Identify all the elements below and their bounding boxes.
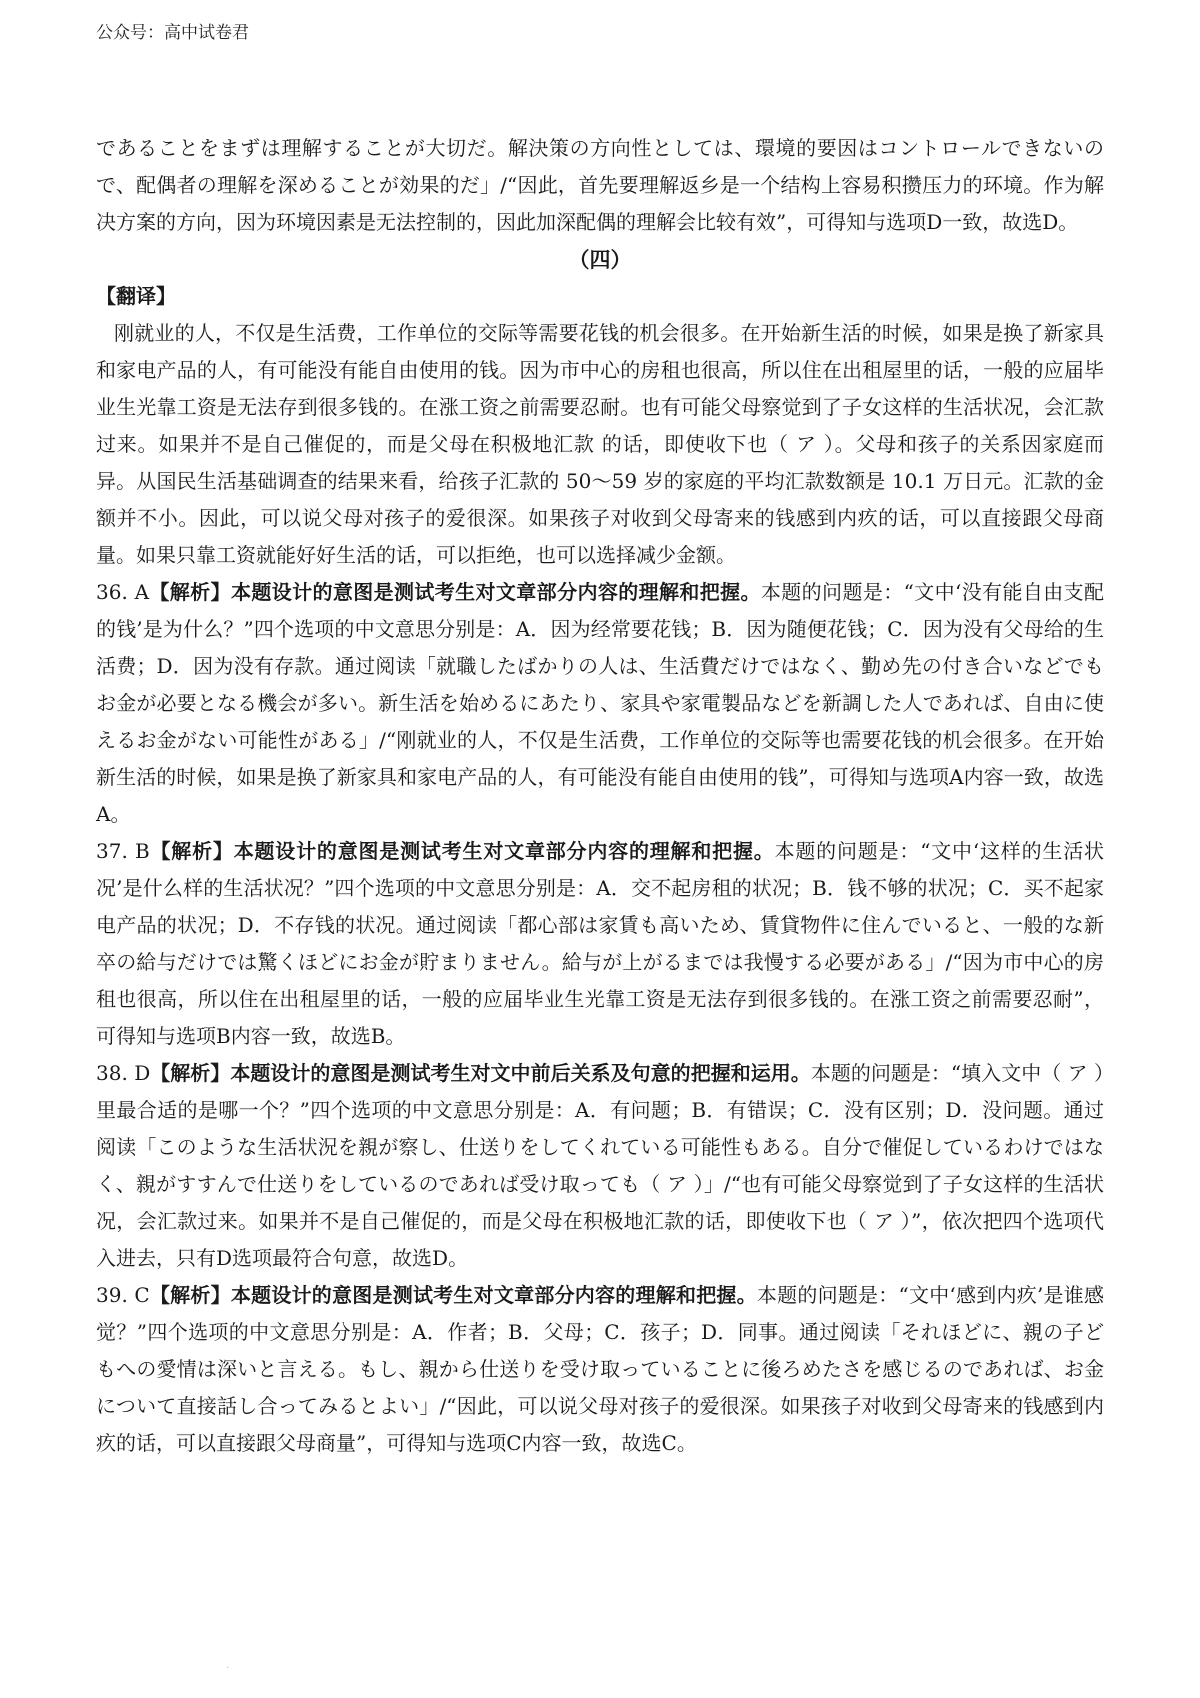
answer-37 — [96, 833, 1104, 1055]
translation-heading: 【翻译】 — [96, 284, 176, 308]
analysis-tag: 【解析】 — [150, 1061, 231, 1085]
answer-intent: 本题设计的意图是测试考生对文章部分内容的理解和把握。 — [233, 839, 775, 863]
answer-39 — [96, 1277, 1104, 1462]
answer-36 — [96, 574, 1104, 833]
answer-choice: D — [134, 1061, 151, 1085]
answer-intent: 本题设计的意图是测试考生对文章部分内容的理解和把握。 — [230, 580, 761, 604]
answer-number: 36. — [96, 580, 128, 604]
answer-choice: A — [134, 580, 150, 604]
translation-paragraph: 刚就业的人，不仅是生活费，工作单位的交际等需要花钱的机会很多。在开始新生活的时候，如果是换了新家具和家电产品的人，有可能没有能自由使用的钱。因为市中心的房租也很高，所以住在出租屋里的话，一般的应届毕业生光靠工资是无法存到很多钱的。在涨工资之前需要忍耐。也有可能父母察觉到了子女这样的生活状况，会汇款过来。如果并不是自己催促的，而是父母在积极地汇款 的话，即使收下也（ ア ）。父母和孩子的关系因家庭而异。从国民生活基础调查的结果来看，给孩子汇款的 50～59 岁的家庭的平均汇款数额是 10.1 万日元。汇款的金额并不小。因此，可以说父母对孩子的爱很深。如果孩子对收到父母寄来的钱感到内疚的话，可以直接跟父母商量。如果只靠工资就能好好生活的话，可以拒绝，也可以选择减少金额。 — [96, 321, 1104, 567]
page-header: 公众号：高中试卷君 — [96, 23, 249, 43]
section-title: （四） — [568, 247, 632, 272]
answer-choice: B — [134, 839, 150, 863]
answer-choice: C — [134, 1283, 150, 1307]
analysis-tag: 【解析】 — [149, 580, 231, 604]
answer-body: 本题的问题是：“文中‘这样的生活状况’是什么样的生活状况？”四个选项的中文意思分别是：A．交不起房租的状况；B．钱不够的状况；C．买不起家电产品的状况；D．不存钱的状况。通过阅读「都心部は家賃も高いため、賃貸物件に住んでいると、一般的な新卒の給与だけでは驚くほどにお金が貯まりません。給与が上がるまでは我慢する必要がある」/“因为市中心的房租也很高，所以住在出租屋里的话，一般的应届毕业生光靠工资是无法存到很多钱的。在涨工资之前需要忍耐”，可得知与选项B内容一致，故选B。 — [96, 839, 1105, 1048]
answer-number: 37. — [96, 839, 128, 863]
answer-body: 本题的问题是：“文中‘没有能自由支配的钱’是为什么？”四个选项的中文意思分别是：A．因为经常要花钱；B．因为随便花钱；C．因为没有父母给的生活费；D．因为没有存款。通过阅读「就職したばかりの人は、生活費だけではなく、勤め先の付き合いなどでもお金が必要となる機会が多い。新生活を始めるにあたり、家具や家電製品などを新調した人であれば、自由に使えるお金がない可能性がある」/“刚就业的人，不仅是生活费，工作单位的交际等也需要花钱的机会很多。在开始新生活的时候，如果是换了新家具和家电产品的人，有可能没有能自由使用的钱”，可得知与选项A内容一致，故选A。 — [96, 580, 1105, 826]
answer-body: 本题的问题是：“填入文中（ ア ）里最合适的是哪一个？”四个选项的中文意思分别是：A．有问题；B．有错误；C．没有区别；D．没问题。通过阅读「このような生活状況を親が察し、仕送りをしてくれている可能性もある。自分で催促しているわけではなく、親がすすんで仕送りをしているのであれば受け取っても（ ア ）」/“也有可能父母察觉到了子女这样的生活状况，会汇款过来。如果并不是自己催促的，而是父母在积极地汇款的话，即使收下也（ ア ）”，依次把四个选项代入进去，只有D选项最符合句意，故选D。 — [96, 1061, 1105, 1270]
answer-intent: 本题设计的意图是测试考生对文中前后关系及句意的把握和运用。 — [230, 1061, 811, 1085]
analysis-tag: 【解析】 — [149, 839, 234, 863]
intro-paragraph: であることをまずは理解することが大切だ。解決策の方向性としては、環境的要因はコントロールできないので、配偶者の理解を深めることが効果的だ」/“因此，首先要理解返乡是一个结构上容易积攒压力的环境。作为解决方案的方向，因为环境因素是无法控制的，因此加深配偶的理解会比较有效”，可得知与选项D一致，故选D。 — [96, 136, 1104, 234]
answer-number: 38. — [96, 1061, 128, 1085]
document-body — [96, 130, 1104, 1462]
answer-body: 本题的问题是：“文中‘感到内疚’是谁感觉？”四个选项的中文意思分别是：A．作者；B．父母；C．孩子；D．同事。通过阅读「それほどに、親の子どもへの愛情は深いと言える。もし、親から仕送りを受け取っていることに後ろめたさを感じるのであれば、お金について直接話し合ってみるとよい」/“因此，可以说父母对孩子的爱很深。如果孩子对收到父母寄来的钱感到内疚的话，可以直接跟父母商量”，可得知与选项C内容一致，故选C。 — [96, 1283, 1104, 1455]
answer-number: 39. — [96, 1283, 128, 1307]
answer-38 — [96, 1055, 1104, 1277]
analysis-tag: 【解析】 — [149, 1283, 231, 1307]
footer-mark: . — [226, 1660, 230, 1671]
answer-intent: 本题设计的意图是测试考生对文章部分内容的理解和把握。 — [230, 1283, 757, 1307]
